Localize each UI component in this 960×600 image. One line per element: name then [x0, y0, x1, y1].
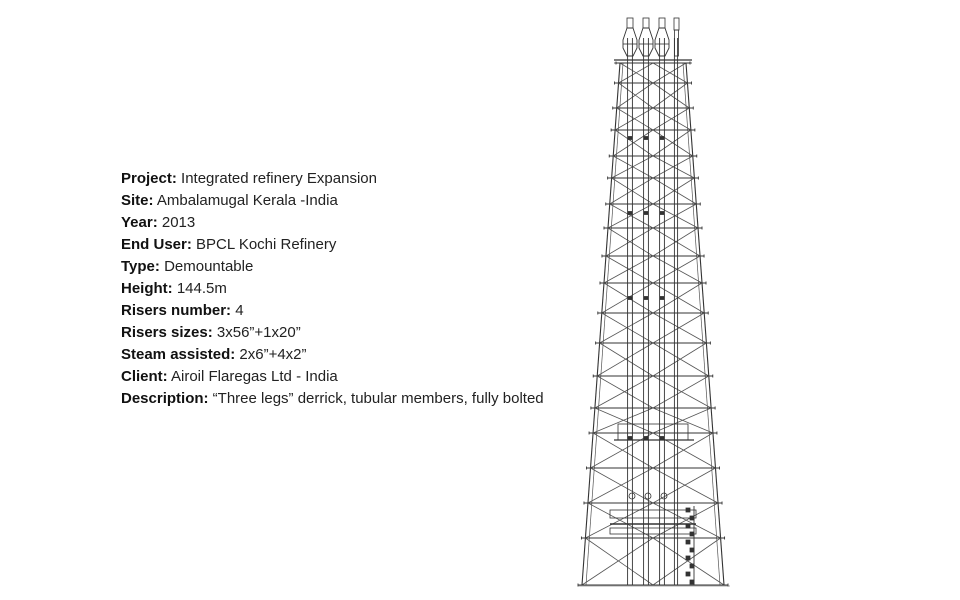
- spec-risers-sizes-value: 3x56”+1x20”: [212, 324, 301, 341]
- spec-end-user-label: End User:: [121, 236, 192, 253]
- bolt-plate-0-1: [644, 137, 648, 140]
- flare-tip-cap-0: [627, 18, 633, 28]
- spec-type-value: Demountable: [159, 258, 254, 275]
- stair-step: [686, 572, 690, 576]
- stair-step: [690, 548, 694, 552]
- bolt-plate-2-2: [660, 297, 664, 300]
- spec-client-label: Client:: [121, 368, 168, 385]
- flare-tip-cap-2: [659, 18, 665, 28]
- stair-step: [690, 564, 694, 568]
- stair-step: [690, 580, 694, 584]
- bolt-plate-1-0: [628, 212, 632, 215]
- spec-client-value: Airoil Flaregas Ltd - India: [167, 368, 338, 385]
- spec-project-label: Project:: [121, 170, 177, 187]
- tower-leg-left: [582, 63, 620, 585]
- spec-steam-assisted-label: Steam assisted:: [121, 346, 236, 363]
- stair-step: [686, 524, 690, 528]
- spec-site-label: Site:: [121, 192, 154, 209]
- spec-steam-assisted: [121, 344, 551, 366]
- derrick-tower-svg: [570, 8, 740, 593]
- lower-platform-band-2: [610, 528, 696, 534]
- spec-description-value: “Three legs” derrick, tubular members, fully bolted: [208, 390, 544, 407]
- spec-year: [121, 212, 551, 234]
- spec-site: [121, 190, 551, 212]
- spec-project: [121, 168, 551, 190]
- spec-risers-number-value: 4: [231, 302, 244, 319]
- bolt-plate-1-1: [644, 212, 648, 215]
- tower-leg-left-inner: [586, 63, 623, 585]
- spec-risers-sizes-label: Risers sizes:: [121, 324, 213, 341]
- stair-step: [686, 508, 690, 512]
- spec-type-label: Type:: [121, 258, 160, 275]
- spec-risers-sizes: [121, 322, 551, 344]
- spec-type: [121, 256, 551, 278]
- bolt-plate-3-1: [644, 437, 648, 440]
- tower-leg-right-inner: [683, 63, 720, 585]
- stair-step: [690, 532, 694, 536]
- spec-client: [121, 366, 551, 388]
- spec-risers-number-label: Risers number:: [121, 302, 232, 319]
- project-spec-list: [121, 168, 551, 410]
- flare-tip-cap-1: [643, 18, 649, 28]
- flare-tip-body-0: [623, 28, 637, 56]
- spec-height-label: Height:: [121, 280, 173, 297]
- bolt-plate-1-2: [660, 212, 664, 215]
- spec-description-label: Description:: [121, 390, 209, 407]
- flare-tip-body-2: [655, 28, 669, 56]
- spec-end-user: [121, 234, 551, 256]
- flare-tip-body-1: [639, 28, 653, 56]
- spec-description: [121, 388, 551, 410]
- spec-end-user-value: BPCL Kochi Refinery: [191, 236, 337, 253]
- bolt-plate-3-2: [660, 437, 664, 440]
- bolt-plate-0-0: [628, 137, 632, 140]
- tower-drawing: [570, 8, 740, 593]
- spec-steam-assisted-value: 2x6”+4x2”: [235, 346, 307, 363]
- spec-year-value: 2013: [157, 214, 196, 231]
- spec-year-label: Year:: [121, 214, 158, 231]
- spec-height: [121, 278, 551, 300]
- spec-site-value: Ambalamugal Kerala -India: [153, 192, 338, 209]
- stair-step: [686, 540, 690, 544]
- stair-step: [690, 516, 694, 520]
- bolt-plate-2-0: [628, 297, 632, 300]
- flare-tip-cap-3: [674, 18, 679, 30]
- bolt-plate-2-1: [644, 297, 648, 300]
- spec-project-value: Integrated refinery Expansion: [176, 170, 377, 187]
- bolt-plate-3-0: [628, 437, 632, 440]
- spec-height-value: 144.5m: [172, 280, 227, 297]
- lower-platform-band-1: [610, 510, 696, 518]
- tower-leg-right: [686, 63, 724, 585]
- spec-risers-number: [121, 300, 551, 322]
- bolt-plate-0-2: [660, 137, 664, 140]
- stair-step: [686, 556, 690, 560]
